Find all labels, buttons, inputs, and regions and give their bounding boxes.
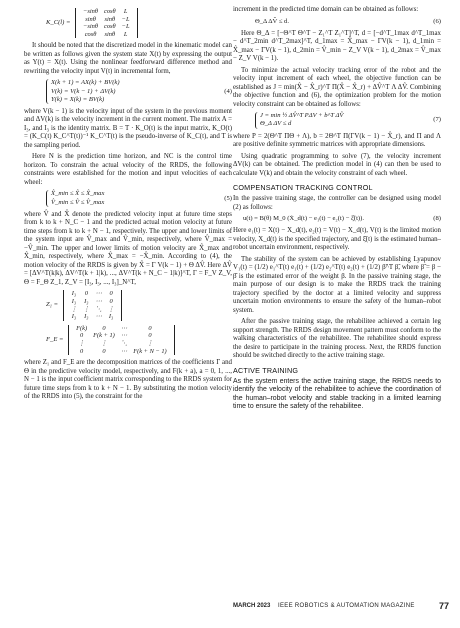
equation-5-lines xyxy=(46,190,104,206)
z1-matrix-cell: I₃ xyxy=(71,297,77,305)
fe-matrix-cell: 0 xyxy=(148,332,152,340)
paragraph-left-4: where V̂ and X̂ denote the predicted velocity input at future time steps from k to k + N_C − 1 and the predicted actual motion velocity at future time steps from k to k + N − 1, respectively. The upper and lower limits of the system input are V̂_max and V̂_min, respectively, where V̂_max = −V̂_min. The upper and lower limits of motion velocity are X̂_max and X̂_min, respectively, where X̂_max = −X̂_min. According to (4), the motion velocity of the RRDS is given by X̂ = Γ V(k − 1) + Θ ΔV̂. Here ΔV̂ = [ΔV^T(k|k), ΔV^T(k + 1|k), ..., ΔV^T(k + N_C − 1|k)]^T, Γ = F_V Z_V, Θ = F_Θ Z_1, Z_V = [I₃, I₃, ..., I₃]_N^T, xyxy=(24,210,232,286)
kc-matrix-cell: cosθ xyxy=(104,23,116,31)
z1-matrix-table xyxy=(68,290,118,320)
equation-4 xyxy=(24,79,232,104)
z1-matrix-cell: 0 xyxy=(109,297,113,305)
fe-matrix xyxy=(68,325,175,355)
equation-8-body: u(t) = B(θ) M_0 (Ẋ_d(t) − e₁(t) − e₂(t) − ξ̂(t)). xyxy=(243,215,364,223)
z1-matrix-row xyxy=(68,306,118,314)
paragraph-right-5: Using quadratic programming to solve (7), the velocity increment ΔV(k) can be obtained. The prediction model in (4) can then be used to calculate V(k) and obtain the velocity constraint of each wheel. xyxy=(233,152,441,177)
kc-matrix-cell: −sinθ xyxy=(83,8,98,15)
kc-matrix-row xyxy=(80,23,132,31)
paragraph-left-1: It should be noted that the discretized model in the kinematic model can be written as follows given the system state X(t) by expressing the output as Y(t) = X(t). Using the nonlinear feedforward difference method and rewriting the velocity input V(t) in incremental form, xyxy=(24,42,232,75)
fe-matrix-row xyxy=(73,348,170,356)
fe-matrix-cell: 0 xyxy=(148,324,152,332)
paragraph-right-4: where P = 2(Θ^T ΠΘ + Λ), b = 2Θ^T Π(ΓV(k − 1) − X̂_r), and Π and Λ are positive definite symmetric matrices with appropriate dimensions. xyxy=(233,132,441,149)
equation-4-number: (4) xyxy=(224,87,232,95)
fe-matrix-cell: 0 xyxy=(102,347,106,355)
fe-matrix-cell: ⋯ xyxy=(120,324,128,332)
kc-label: K_C(l) = xyxy=(46,19,71,27)
kc-matrix-cell: cosθ xyxy=(104,8,116,15)
z1-matrix-row xyxy=(68,313,118,321)
equation-4-line: X(k + 1) = AX(k) + BV(k) xyxy=(51,79,120,87)
kc-matrix-row xyxy=(80,31,132,39)
z1-matrix-cell: I₃ xyxy=(84,313,89,321)
equation-7-line: J = min ½ ΔV̂^T PΔV + b^T ΔV̂ xyxy=(260,112,344,120)
z1-matrix-cell: I₃ xyxy=(71,290,77,298)
fe-matrix-row xyxy=(73,332,170,340)
equation-6-body: Θ_Δ ΔV̂ ≤ d. xyxy=(255,17,289,25)
equation-7 xyxy=(233,112,441,128)
z1-matrix-cell: ⋯ xyxy=(95,297,102,305)
z1-matrix-cell: 0 xyxy=(109,290,113,298)
equation-7-line: Θ_Δ ΔV ≤ d xyxy=(260,120,292,128)
fe-matrix-cell: ⋯ xyxy=(120,347,128,355)
kc-matrix-row xyxy=(80,8,132,16)
z1-matrix-cell: I₃ xyxy=(71,313,77,321)
footer-magazine: IEEE ROBOTICS & AUTOMATION MAGAZINE xyxy=(278,603,415,609)
fe-matrix-table xyxy=(73,325,170,355)
fe-matrix-cell: ⋮ xyxy=(146,339,154,347)
paragraph-right-8: The stability of the system can be achieved by establishing Lyapunov V₁(t) = (1/2) e₁^T(t) e₁(t) + (1/2) e₂^T(t) e₂(t) + (1/2) β̃^T β̃, where β̃ = β − β̂ is the estimated error of the weight β. In the passive training stage, the main purpose of our design is to make the RRDS track the training trajectory specified by the doctor at a limited velocity and suppress uncertain motion environments to ensure the safety of the human–robot system. xyxy=(233,255,441,314)
paragraph-right-6: In the passive training stage, the controller can be designed using model (2) as follows: xyxy=(233,195,441,211)
z1-matrix-cell: I₃ xyxy=(84,297,89,305)
right-column xyxy=(233,6,441,415)
z1-matrix-cell: ⋮ xyxy=(83,305,90,313)
paragraph-right-3: To minimize the actual velocity tracking error of the robot and the velocity input increment of each wheel, the objective function can be established as J = min(X̂ − X̂_r)^T Π(X̂ − X̂_r) + ΔV̂^T Λ ΔV̂. Combining the objective function and (6), the optimization problem for the motion velocity constraint can be obtained as follows: xyxy=(233,66,441,108)
kc-matrix xyxy=(75,8,137,38)
kc-matrix-cell: sinθ xyxy=(85,15,96,23)
kc-matrix-cell: L xyxy=(123,30,128,38)
kc-matrix-cell: cosθ xyxy=(84,30,97,38)
fe-label: F_E = xyxy=(46,335,64,343)
equation-8-number: (8) xyxy=(433,215,441,223)
equation-6 xyxy=(233,18,441,26)
kc-matrix-row xyxy=(80,16,132,24)
equation-7-number: (7) xyxy=(433,116,441,124)
paragraph-right-1: increment in the predicted time domain can be obtained as follows: xyxy=(233,6,419,13)
paragraph-right-9: After the passive training stage, the rehabilitee achieved a certain leg support strength. The RRDS design movement pattern must conform to the walking characteristics of the rehabilitee. The rehabilitee should express the desire to participate in the training process. Next, the RRDS function should be switched directly to the active training stage. xyxy=(233,318,441,360)
equation-5 xyxy=(24,190,232,206)
paragraph-right-10: As the system enters the active training stage, the RRDS needs to identify the velocity of the rehabilitee to achieve the coordination of the human–robot velocity and stable tracking in a limited learning time to ensure the safety of the rehabilitee. xyxy=(233,377,441,411)
left-column xyxy=(24,6,232,405)
kc-matrix-cell: −sinθ xyxy=(83,23,98,31)
fe-matrix-cell: 0 xyxy=(80,332,84,340)
fe-matrix-cell: ⋯ xyxy=(120,332,128,340)
z1-matrix xyxy=(63,290,123,320)
kc-matrix-cell: sinθ xyxy=(104,30,116,38)
kc-matrix-cell: −L xyxy=(121,23,130,31)
z1-matrix-row xyxy=(68,298,118,306)
fe-matrix-cell: ⋮ xyxy=(100,339,108,347)
page-footer xyxy=(233,601,449,611)
z1-label: Z₁ = xyxy=(46,301,59,309)
kc-matrix-cell: L xyxy=(123,8,128,15)
paragraph-left-2: where V(k − 1) is the velocity input of the system in the previous moment and ΔV(k) is the velocity increment in the current moment. The matrix A = I₃, and I₃ is the identity matrix. B = T · K_O(t) is the input matrix, K_O(t) = (K_C(t) K_C^T(t))⁻¹ K_C^T(t) is the pseudo-inverse of K_C(t), and T is the sampling period. xyxy=(24,107,232,149)
equation-4-line: V(k) = V(k − 1) + ΔV(k) xyxy=(51,87,116,95)
equation-4-lines xyxy=(46,79,120,104)
paragraph-left-5: where Z₁ and F_E are the decomposition matrices of the coefficients Γ and Θ in the predictive velocity model, respectively, and F(k + a), a = 0, 1, ..., N − 1 is the input coefficient matrix corresponding to the RRDS system for future time steps from k to k + N − 1. By substituting the motion velocity of the RRDS into (5), the constraint for the xyxy=(24,359,232,401)
z1-matrix-cell: ⋱ xyxy=(95,305,102,313)
z1-matrix-cell: ⋮ xyxy=(107,305,115,313)
z1-matrix-cell: I₃ xyxy=(108,313,114,321)
z1-matrix-cell: 0 xyxy=(84,290,88,298)
kc-matrix-table xyxy=(80,8,132,38)
fe-matrix-cell: 0 xyxy=(80,347,84,355)
kc-matrix-cell: −L xyxy=(121,15,130,23)
paragraph-right-7: Here e₁(t) = X(t) − X_d(t), e₂(t) = V(t) − X_d(t), V(t) is the limited motion velocity, X_d(t) is the specified trajectory, and ξ̂(t) is the estimated human–robot uncertain environment, respectively. xyxy=(233,227,441,252)
fe-matrix-cell: ⋮ xyxy=(78,339,85,347)
fe-matrix-cell: ⋱ xyxy=(120,339,128,347)
paragraph-right-2: Here Θ_Δ = [−Θ^T Θ^T − Z₁^T Z₁^T]^T, d = [−d^T_1max d^T_1max − d^T_2min d^T_2max]^T, d_1max = X̂_max − ΓV(k − 1), d_1min = X̂_max − ΓV(k − 1), d_2min = V̂_min − Z_V V(k − 1), d_2max = V̂_max − Z_V V(k − 1). xyxy=(233,29,441,63)
equation-4-line: Y(k) = X(k) = BV(k) xyxy=(51,95,105,103)
section-heading-active-training: ACTIVE TRAINING xyxy=(233,365,299,375)
fe-matrix-cell: F(k) xyxy=(76,324,88,332)
fe-matrix-row xyxy=(73,340,170,348)
equation-8 xyxy=(233,215,441,223)
page-number: 77 xyxy=(438,601,449,611)
fe-matrix-cell: 0 xyxy=(102,324,106,332)
z1-matrix-cell: ⋮ xyxy=(70,305,78,313)
equation-5-line: V̂_min ≤ V̂ ≤ V̂_max xyxy=(51,198,105,206)
paragraph-left-3: Here N is the prediction time horizon, and NC is the control time horizon. To constrain the actual velocity of the RRDS, the following constraints were established for the motion and input velocities of each wheel: xyxy=(24,153,232,186)
z1-matrix-row xyxy=(68,290,118,298)
z1-matrix-cell: ⋯ xyxy=(95,313,102,321)
footer-issue: MARCH 2023 xyxy=(233,603,271,609)
kc-matrix-cell: sinθ xyxy=(104,15,116,23)
z1-matrix-equation xyxy=(24,290,232,320)
kc-matrix-equation xyxy=(24,8,232,38)
fe-matrix-row xyxy=(73,325,170,333)
equation-6-number: (6) xyxy=(433,17,441,25)
fe-matrix-equation xyxy=(24,325,232,355)
section-heading-compensation: COMPENSATION TRACKING CONTROL xyxy=(233,183,373,193)
fe-matrix-cell: F(k + 1) xyxy=(93,332,115,340)
equation-5-line: X̂_min ≤ X̂ ≤ X̂_max xyxy=(51,190,105,198)
equation-7-lines xyxy=(255,112,343,128)
fe-matrix-cell: F(k + N − 1) xyxy=(133,347,167,355)
equation-5-number: (5) xyxy=(224,194,232,202)
z1-matrix-cell: ⋯ xyxy=(95,290,102,298)
